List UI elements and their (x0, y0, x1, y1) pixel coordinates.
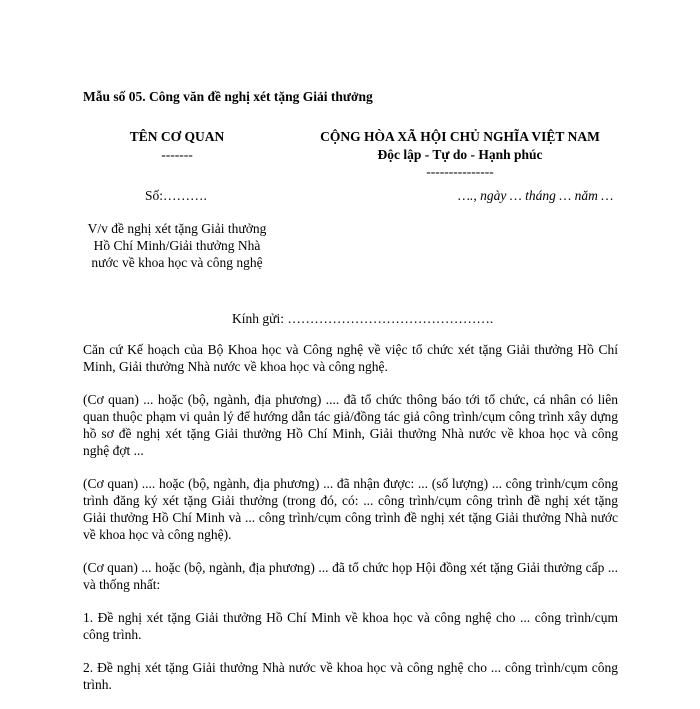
agency-name: TÊN CƠ QUAN (129, 129, 225, 144)
dateline: …., ngày … tháng … năm … (458, 188, 614, 203)
document-body (83, 341, 618, 709)
recipient-line: Kính gửi: ………………………………………. (232, 311, 494, 326)
agency-header (112, 128, 242, 164)
body-paragraph: Căn cứ Kế hoạch của Bộ Khoa học và Công nghệ về việc tổ chức xét tặng Giải thưởng Hồ Chí Minh, Giải thưởng Nhà nước về khoa học và công nghệ. (83, 342, 618, 374)
body-paragraph: (Cơ quan) .... hoặc (bộ, ngành, địa phương) ... đã nhận được: ... (số lượng) ... công trình/cụm công trình đăng ký xét tặng Giải thưởng (trong đó, có: ... công trình/cụm công trình đề nghị xét tặng Giải thưởng Hồ Chí Minh và ... công trình/cụm công trình đề nghị xét tặng Giải thưởng Nhà nước về khoa học và công nghệ). (83, 476, 618, 542)
subject-line-1: V/v đề nghị xét tặng Giải thưởng (87, 221, 267, 236)
form-title: Mẫu số 05. Công văn đề nghị xét tặng Giải thưởng (83, 89, 373, 104)
body-paragraph: (Cơ quan) ... hoặc (bộ, ngành, địa phương) .... đã tổ chức thông báo tới tổ chức, cá nhân có liên quan thuộc phạm vi quản lý để hướng dẫn tác giả/đồng tác giả công trình/cụm công trình xây dựng hồ sơ đề nghị xét tặng Giải thưởng Hồ Chí Minh, Giải thưởng Nhà nước về khoa học và công nghệ đợt ... (83, 392, 618, 458)
subject-line-3: nước về khoa học và công nghệ (91, 255, 263, 270)
agency-underline: ------- (161, 147, 193, 162)
body-paragraph: (Cơ quan) ... hoặc (bộ, ngành, địa phương) ... đã tổ chức họp Hội đồng xét tặng Giải thưởng cấp ... và thống nhất: (83, 560, 618, 592)
body-paragraph: 2. Đề nghị xét tặng Giải thưởng Nhà nước về khoa học và công nghệ cho ... công trình/cụm công trình. (83, 660, 618, 692)
subject-line-2: Hồ Chí Minh/Giải thưởng Nhà (93, 238, 261, 253)
document-number: Số:………. (145, 188, 207, 203)
national-header (290, 128, 630, 180)
republic-name: CỘNG HÒA XÃ HỘI CHỦ NGHĨA VIỆT NAM (320, 129, 600, 144)
motto-underline: --------------- (426, 164, 494, 179)
subject-summary (77, 220, 277, 271)
body-paragraph: 1. Đề nghị xét tặng Giải thưởng Hồ Chí Minh về khoa học và công nghệ cho ... công trình/cụm công trình. (83, 610, 618, 642)
national-motto: Độc lập - Tự do - Hạnh phúc (377, 147, 543, 162)
